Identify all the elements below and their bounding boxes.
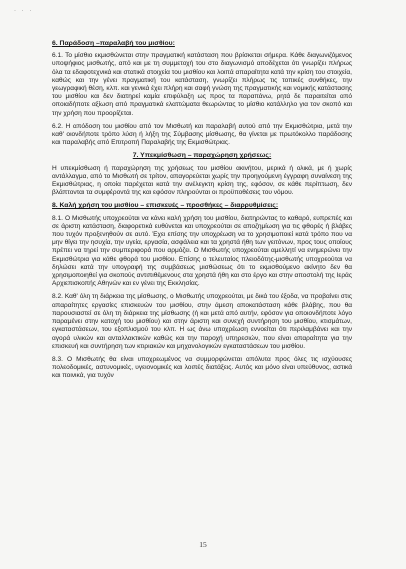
corner-mark: · · · <box>14 8 34 14</box>
section-heading: 6. Παράδοση –παραλαβή του μισθίου: <box>52 40 175 47</box>
paragraph: 6.1. Το μίσθιο εκμισθώνεται στην πραγματική κατάσταση που βρίσκεται σήμερα. Κάθε διαγωνιζόμενος υποψήφιος μισθωτής, από και με τη συμμετοχή του στο διαγωνισμό αποδέχεται ότι γνωρίζει πλήρως όλα τα εδαφοτεχνικά και στατικά στοιχεία του μισθίου και λοιπά απαραίτητα κατά την κρίση του στοιχεία, καθώς και την γένει πραγματική του κατάσταση, γνωρίζει πλήρως τις τοπικές συνθήκες, την γεωγραφική θέση, κλπ. και γενικά έχει πλήρη και σαφή γνώση της πραγματικής και νομικής κατάστασης του μισθίου και δεν διατηρεί καμία επιφύλαξη ως προς τα παραπάνω, ρητά δε παραιτείται από οποιαδήποτε αξίωση από πραγματικά ελαττώματα θεωρώντας το μίσθιο κατάλληλο για τον σκοπό και την χρήση που προορίζεται. <box>52 52 352 117</box>
paragraph: 8.1. Ο Μισθωτής υποχρεούται να κάνει καλή χρήση του μισθίου, διατηρώντας το καθαρό, ευπρεπές και σε άριστη κατάσταση, διαφορετικά ευθύνεται και υποχρεούται σε αποζημίωση για τις φθορές ή βλάβες που τυχόν προξενηθούν σε αυτό. Έχει επίσης την υποχρέωση να το χρησιμοποιεί κατά τρόπο που να μην θίγει την ησυχία, την υγεία, εργασία, ασφάλεια και τα χρηστά ήθη των γειτόνων, προς τους οποίους πρέπει να τηρεί την συμπεριφορά που αρμόζει. Ο Μισθωτής υποχρεούται αμελλητί να ενημερώνει την Εκμισθώτρια για κάθε φθορά του μισθίου. Επίσης ο τελευταίος πλειοδότης-μισθωτής υποχρεούται να δηλώσει κατά την υπογραφή της συμβάσεως μισθώσεως ότι το εκμισθούμενο ακίνητο δεν θα χρησιμοποιηθεί για σκοπούς αντιπιθέμενους στα χρηστά ήθη και στο έργο και στην αποστολή της Ιεράς Αρχιεπισκοπής Αθηνών και εν γένει της Εκκλησίας. <box>52 214 352 288</box>
paragraph: 6.2. Η απόδοση του μισθίου από τον Μισθωτή και παραλαβή αυτού από την Εκμισθώτρια, μετά την καθ' οιονδήποτε τρόπο λύση ή λήξη της Σύμβασης μίσθωσης, θα γίνεται με πρωτόκολλο παράδοσης και παραλαβής από Επιτροπή Παραλαβής της Εκμισθώτριας. <box>52 122 352 147</box>
page-number: 15 <box>199 540 207 549</box>
section-7 <box>52 152 352 197</box>
paragraph: 8.3. Ο Μισθωτής θα είναι υποχρεωμένος να συμμορφώνεται απόλυτα προς όλες τις ισχύουσες πολεοδομικές, αστυνομικές, υγειονομικές και λοιπές διατάξεις. Αυτός και μόνο είναι υπεύθυνος, αστικά και ποινικά, για τυχόν <box>52 355 352 380</box>
section-heading: 8. Καλή χρήση του μισθίου – επισκευές – προσθήκες – διαρρυθμίσεις: <box>52 202 279 210</box>
section-8 <box>52 202 352 380</box>
paragraph: 8.2. Καθ' όλη τη διάρκεια της μίσθωσης, ο Μισθωτής υποχρεούται, με δικά του έξοδα, να προβαίνει στις απαραίτητες εργασίες επισκευών του μισθίου, στην άμεση αποκατάσταση κάθε βλάβης, που θα παρουσιαστεί σε όλη τη διάρκεια της μίσθωσης (ή και μετά από αυτήν, εφόσον για οποιονδήποτε λόγο παραμένει στην κατοχή του μισθίου) και στην άριστη και συνεχή συντήρηση του μισθίου, κτισμάτων, εγκαταστάσεων, του εξοπλισμού του κλπ. Η ως άνω υποχρέωση εννοείται ότι περιλαμβάνει και την αγορά υλικών και ανταλλακτικών καθώς και την παροχή υπηρεσιών, που είναι απαραίτητα για την επισκευή και συντήρηση των κτιριακών και μηχανολογικών εγκαταστάσεων του μισθίου. <box>52 293 352 350</box>
section-6 <box>52 40 352 147</box>
paragraph: Η υπεκμίσθωση ή παραχώρηση της χρήσεως του μισθίου ακινήτου, μερικά ή ολικά, με ή χωρίς αντάλλαγμα, από το Μισθωτή σε τρίτον, απαγορεύεται χωρίς την προηγούμενη έγγραφη συναίνεση της Εκμισθώτριας, η οποία παρέχεται κατά την ανέλεγκτη κρίση της, εφόσον, σε κάθε περίπτωση, δεν βλάπτονται τα συμφέροντά της και εφόσον πληρούνται οι προϋποθέσεις του νόμου. <box>52 164 352 197</box>
section-heading: 7. Υπεκμίσθωση – παραχώρηση χρήσεως: <box>132 152 272 160</box>
document-body <box>52 40 352 386</box>
